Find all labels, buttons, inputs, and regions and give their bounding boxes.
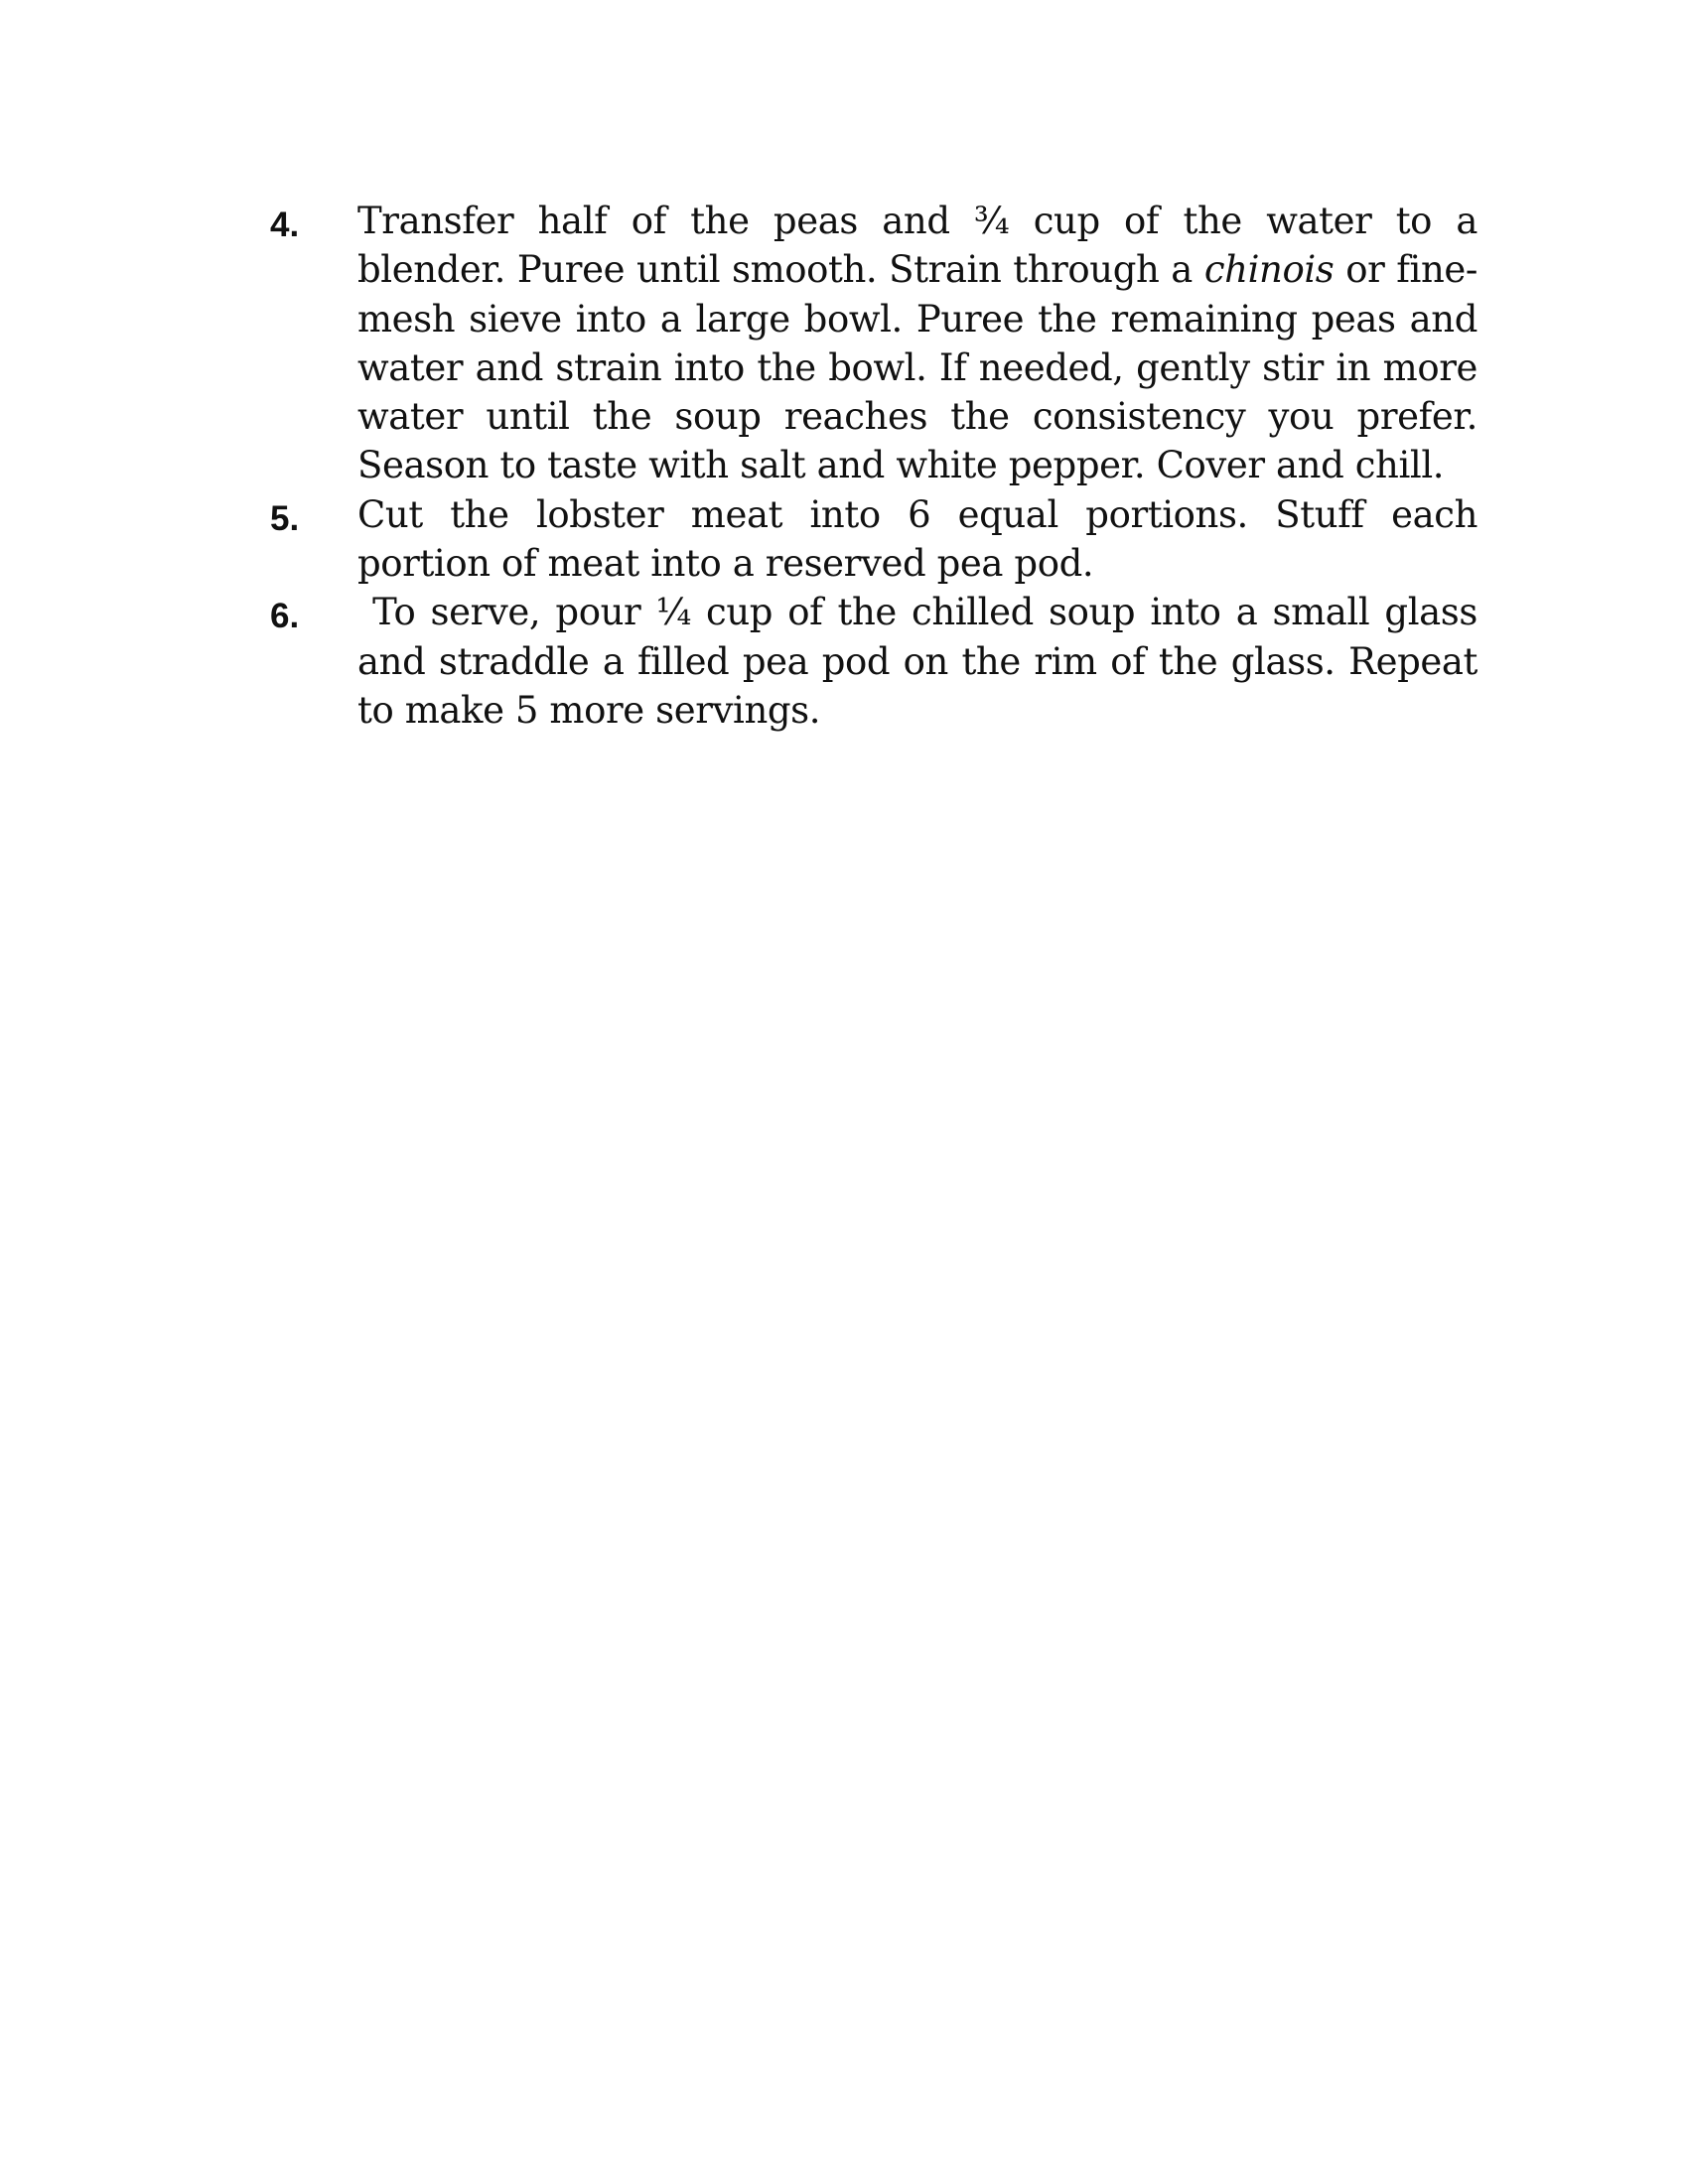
step-number: 4. — [270, 205, 300, 244]
recipe-steps-list — [270, 197, 1489, 735]
step-text — [357, 197, 1477, 490]
step-text-part: Transfer half of the peas and ¾ cup of the water to a blender. Puree until smooth. Strain through a — [357, 200, 1477, 292]
recipe-step-6 — [270, 588, 1489, 735]
step-text-part: or fine-mesh sieve into a large bowl. Puree the remaining peas and water and strain into the bowl. If needed, gently stir in more water until the soup reaches the consistency you prefer. Season to taste with salt and white pepper. Cover and chill. — [357, 248, 1477, 487]
step-number: 6. — [270, 597, 300, 636]
step-text: Cut the lobster meat into 6 equal portions. Stuff each portion of meat into a reserved pea pod. — [357, 492, 1477, 586]
recipe-step-5 — [270, 490, 1477, 589]
step-number: 5. — [270, 498, 300, 538]
step-text: To serve, pour ¼ cup of the chilled soup into a small glass and straddle a filled pea pod on the rim of the glass. Repeat to make 5 more servings. — [357, 591, 1489, 732]
recipe-step-4 — [270, 197, 1477, 490]
step-text-italic-term: chinois — [1203, 248, 1335, 292]
